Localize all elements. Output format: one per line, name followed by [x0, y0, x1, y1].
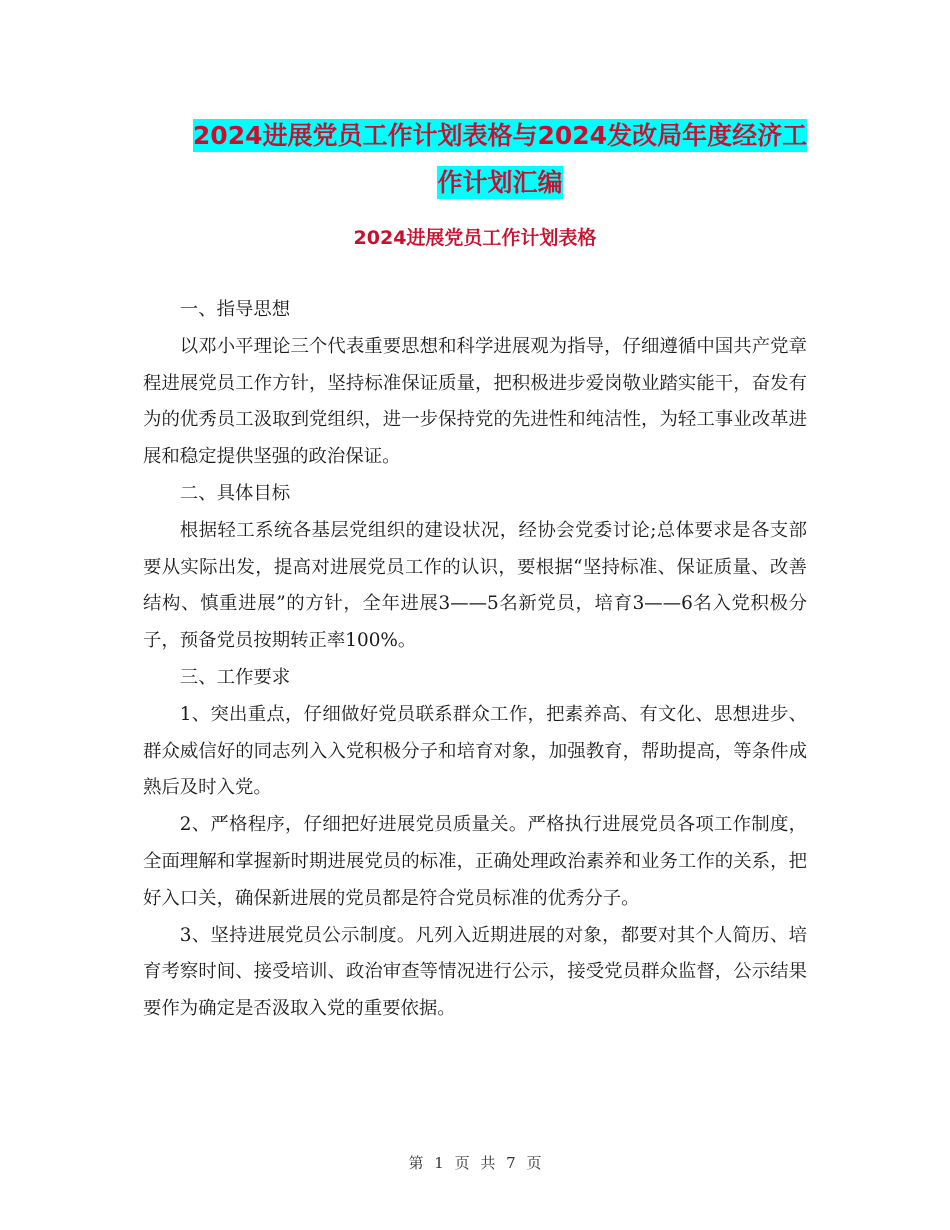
- paragraph-requirement-1: 1、突出重点，仔细做好党员联系群众工作，把素养高、有文化、思想进步、群众威信好的同志列入入党积极分子和培育对象，加强教育，帮助提高，等条件成熟后及时入党。: [143, 703, 807, 799]
- title-line-2: 作计划汇编: [437, 168, 563, 197]
- heading-specific-goals: 二、具体目标: [179, 482, 291, 504]
- document-title: [140, 112, 860, 206]
- section-title: 2024进展党员工作计划表格: [353, 227, 597, 249]
- document-body: [143, 292, 807, 1028]
- paragraph-specific-goals: 根据轻工系统各基层党组织的建设状况，经协会党委讨论;总体要求是各支部要从实际出发，提高对进展党员工作的认识，要根据“坚持标准、保证质量、改善结构、慎重进展”的方针，全年进展3——5名新党员，培育3——6名入党积极分子，预备党员按期转正率100%。: [143, 519, 807, 652]
- paragraph-requirement-2: 2、严格程序，仔细把好进展党员质量关。严格执行进展党员各项工作制度，全面理解和掌握新时期进展党员的标准，正确处理政治素养和业务工作的关系，把好入口关，确保新进展的党员都是符合党员标准的优秀分子。: [143, 814, 807, 909]
- paragraph-requirement-3: 3、坚持进展党员公示制度。凡列入近期进展的对象，都要对其个人简历、培育考察时间、接受培训、政治审查等情况进行公示，接受党员群众监督，公示结果要作为确定是否汲取入党的重要依据。: [143, 924, 807, 1020]
- heading-guiding-ideology: 一、指导思想: [179, 299, 291, 320]
- title-line-1: 2024进展党员工作计划表格与2024发改局年度经济工: [192, 121, 808, 150]
- paragraph-guiding-ideology: 以邓小平理论三个代表重要思想和科学进展观为指导，仔细遵循中国共产党章程进展党员工作方针，坚持标准保证质量，把积极进步爱岗敬业踏实能干，奋发有为的优秀员工汲取到党组织，进一步保持党的先进性和纯洁性，为轻工事业改革进展和稳定提供坚强的政治保证。: [143, 335, 807, 468]
- heading-work-requirements: 三、工作要求: [179, 666, 291, 688]
- page-number: 第 1 页 共 7 页: [408, 1154, 542, 1172]
